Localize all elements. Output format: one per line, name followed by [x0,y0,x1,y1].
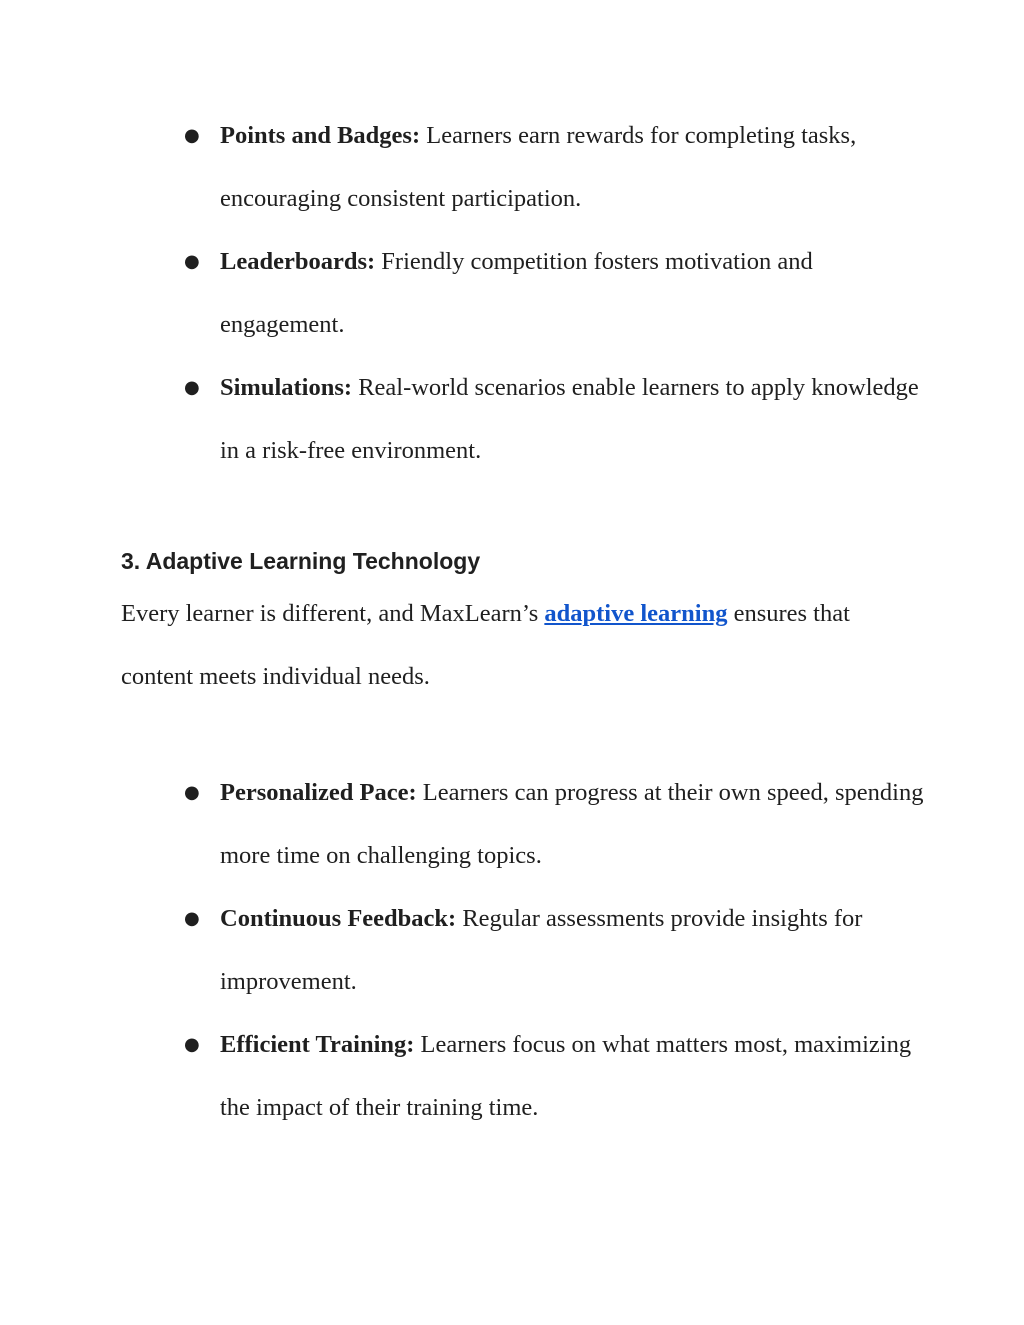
list-item [184,1013,924,1139]
item-term: Personalized Pace: [220,779,417,806]
list-item [184,761,924,887]
item-description: Learners focus on what matters most, maximizing the impact of their training time. [220,1031,912,1121]
adaptive-learning-link[interactable]: adaptive learning [544,600,728,627]
item-term: Efficient Training: [220,1031,415,1058]
list-item [184,104,924,230]
adaptive-feature-list [184,761,924,1139]
item-description: Friendly competition fosters motivation and engagement. [220,248,813,338]
item-description: Real-world scenarios enable learners to apply knowledge in a risk-free environment. [220,374,919,464]
item-description: Learners can progress at their own speed, spending more time on challenging topics. [220,779,924,869]
bullet-icon: ● [184,782,200,803]
gamification-feature-list [184,104,924,482]
section-heading: 3. Adaptive Learning Technology [121,548,481,574]
item-term: Leaderboards: [220,248,376,275]
bullet-icon: ● [184,377,200,398]
bullet-icon: ● [184,1034,200,1055]
intro-text-after: ensures that content meets individual needs. [121,600,850,690]
item-term: Simulations: [220,374,353,401]
list-item [184,230,924,356]
item-description: Regular assessments provide insights for improvement. [220,905,863,995]
item-term: Points and Badges: [220,122,421,149]
list-item [184,887,924,1013]
item-term: Continuous Feedback: [220,905,457,932]
section-intro-paragraph [121,582,901,708]
item-description: Learners earn rewards for completing tasks, encouraging consistent participation. [220,122,857,212]
bullet-icon: ● [184,908,200,929]
list-item [184,356,924,482]
bullet-icon: ● [184,251,200,272]
intro-text-before: Every learner is different, and MaxLearn’s [121,600,545,627]
bullet-icon: ● [184,125,200,146]
